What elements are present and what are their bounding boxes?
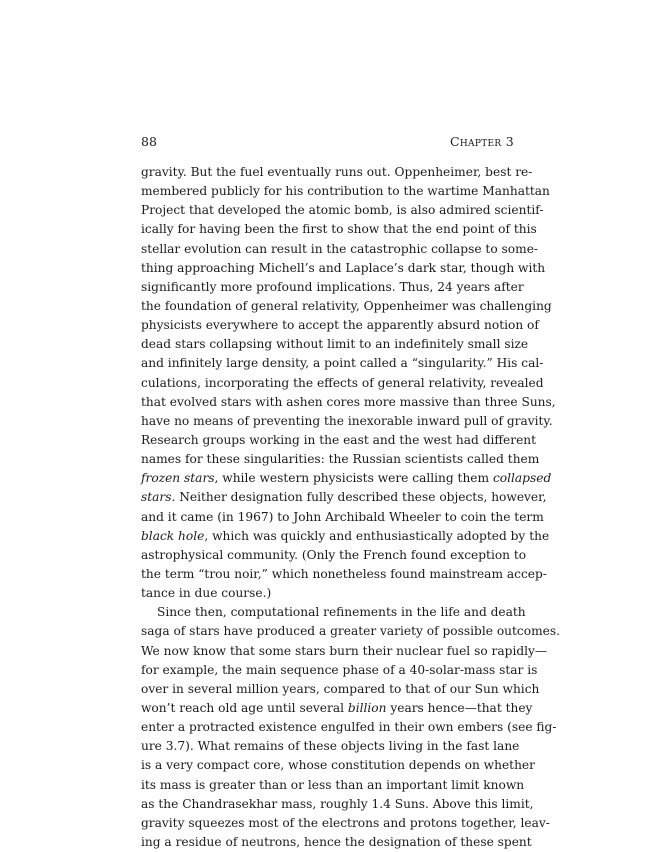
text-line: and it came (in 1967) to John Archibald Wheeler to coin the term <box>141 509 544 524</box>
text-line: culations, incorporating the effects of general relativity, revealed <box>141 375 544 390</box>
text-line: frozen stars, while western physicists were calling them collapsed <box>141 471 552 486</box>
text-line: astrophysical community. (Only the French found exception to <box>141 547 527 562</box>
text-line: have no means of preventing the inexorable inward pull of gravity. <box>141 413 553 428</box>
italic-term: frozen stars <box>141 471 215 486</box>
running-header <box>141 133 514 151</box>
italic-term: black hole <box>141 528 205 543</box>
page-number: 88 <box>141 134 157 149</box>
text-line: Project that developed the atomic bomb, is also admired scientif- <box>141 203 544 218</box>
text-line: its mass is greater than or less than an important limit known <box>141 777 525 792</box>
chapter-title: Chapter 3 <box>450 134 514 149</box>
text-line: won’t reach old age until several billion years hence—that they <box>141 700 533 715</box>
text-line: the term “trou noir,” which nonetheless found mainstream accep- <box>141 566 547 581</box>
body-text <box>141 163 560 852</box>
text-line: saga of stars have produced a greater variety of possible outcomes. <box>141 624 560 639</box>
text-line: membered publicly for his contribution to the wartime Manhattan <box>141 184 550 199</box>
text-line: as the Chandrasekhar mass, roughly 1.4 Suns. Above this limit, <box>141 796 534 811</box>
text-line: dead stars collapsing without limit to an indefinitely small size <box>141 337 529 352</box>
text-line: stellar evolution can result in the catastrophic collapse to some- <box>141 241 539 256</box>
italic-term: billion <box>347 700 387 715</box>
italic-term: collapsed <box>492 471 552 486</box>
text-line: that evolved stars with ashen cores more massive than three Suns, <box>141 394 556 409</box>
text-line: and infinitely large density, a point called a “singularity.” His cal- <box>141 356 544 371</box>
text-line: Research groups working in the east and the west had different <box>141 432 537 447</box>
text-line: names for these singularities: the Russian scientists called them <box>141 452 540 467</box>
text-line: black hole, which was quickly and enthusiastically adopted by the <box>141 528 550 543</box>
text-line: Since then, computational refinements in the life and death <box>157 605 526 620</box>
text-line: ure 3.7). What remains of these objects living in the fast lane <box>141 739 520 754</box>
text-line: physicists everywhere to accept the apparently absurd notion of <box>141 318 539 333</box>
text-line: ically for having been the first to show that the end point of this <box>141 222 537 237</box>
text-line: We now know that some stars burn their nuclear fuel so rapidly— <box>141 643 548 658</box>
text-line: gravity squeezes most of the electrons and protons together, leav- <box>141 815 550 830</box>
text-line: over in several million years, compared to that of our Sun which <box>141 681 540 696</box>
text-line: for example, the main sequence phase of a 40-solar-mass star is <box>141 662 538 677</box>
italic-term: stars <box>141 490 172 505</box>
text-line: ing a residue of neutrons, hence the designation of these spent <box>141 834 532 849</box>
text-line: enter a protracted existence engulfed in their own embers (see fig- <box>141 720 557 735</box>
text-line: significantly more profound implications. Thus, 24 years after <box>141 279 524 294</box>
text-line: tance in due course.) <box>141 586 272 601</box>
text-line: the foundation of general relativity, Oppenheimer was challenging <box>141 298 552 313</box>
text-line: stars. Neither designation fully described these objects, however, <box>141 490 547 505</box>
text-line: is a very compact core, whose constitution depends on whether <box>141 758 535 773</box>
text-line: thing approaching Michell’s and Laplace’s dark star, though with <box>141 260 546 275</box>
text-line: gravity. But the fuel eventually runs out. Oppenheimer, best re- <box>141 165 533 179</box>
